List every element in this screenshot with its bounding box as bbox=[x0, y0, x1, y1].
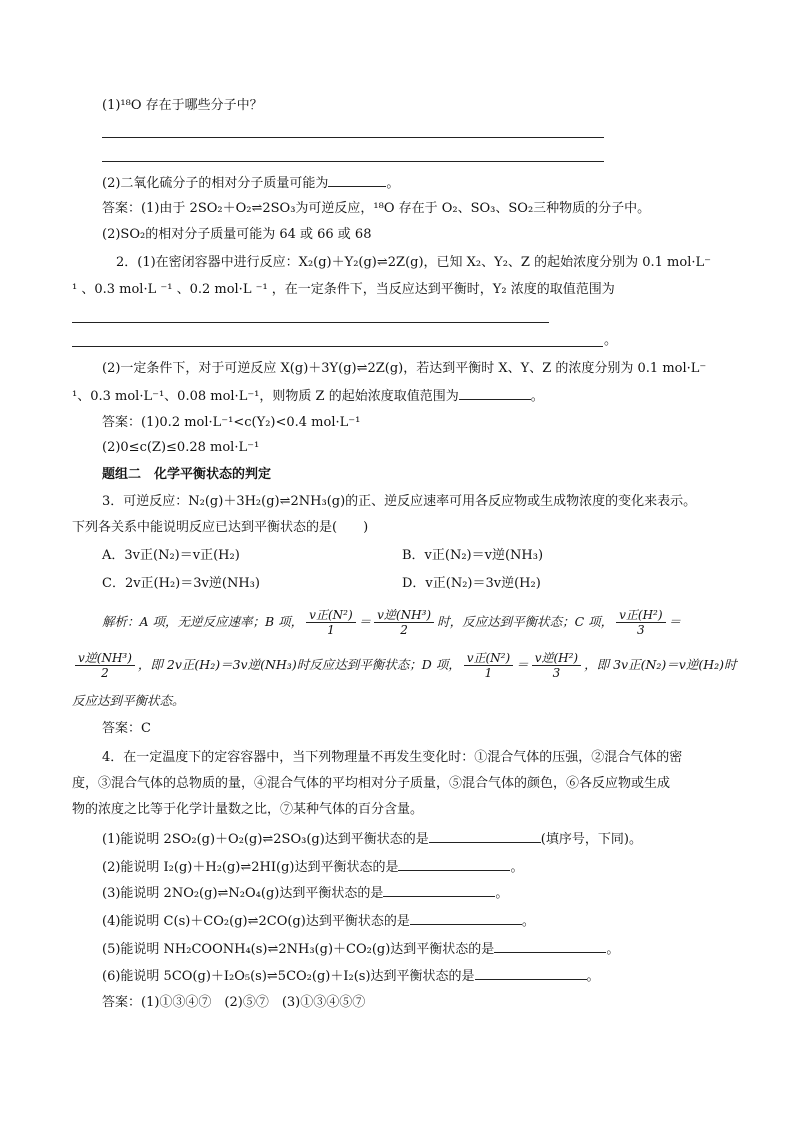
q4-answer: 答案：(1)①③④⑦ (2)⑤⑦ (3)①③④⑤⑦ bbox=[102, 995, 366, 1010]
answer-line bbox=[72, 346, 603, 347]
q4-sub-end: 。 bbox=[495, 886, 509, 901]
q4-sub-4 bbox=[102, 912, 535, 930]
q2-line1: 2．(1)在密闭容器中进行反应：X₂(g)＋Y₂(g)⇌2Z(g)，已知 X₂、Y₂、Z 的起始浓度分别为 0.1 mol·L⁻ bbox=[116, 255, 711, 270]
fraction-denominator: 3 bbox=[552, 666, 561, 680]
fill-blank[interactable] bbox=[398, 858, 510, 871]
q3-explanation-line2: $\frac{\text{v逆(NH³)}}{2}$ ，即 2v正(H₂)＝3v逆(NH₃)时反应达到平衡状态；D 项， $\frac{\text{v正(N²)}}{1}$ ＝ $\frac{\text{v逆(H²)}}{3}$ ，即 3v正(N₂)＝v逆(H₂)时 bbox=[72, 646, 737, 684]
fill-blank[interactable] bbox=[459, 387, 531, 400]
q2-answer-1: 答案：(1)0.2 mol·L⁻¹<c(Y₂)<0.4 mol·L⁻¹ bbox=[102, 415, 361, 430]
answer-line bbox=[72, 322, 549, 323]
q4-sub-end: 。 bbox=[586, 969, 600, 984]
fraction-denominator: 2 bbox=[101, 666, 109, 680]
fraction-denominator: 2 bbox=[400, 623, 408, 637]
option-b[interactable]: B．v正(N₂)＝v逆(NH₃) bbox=[402, 548, 544, 563]
fill-blank[interactable] bbox=[410, 912, 522, 925]
option-c[interactable]: C．2v正(H₂)＝3v逆(NH₃) bbox=[102, 576, 260, 591]
fraction bbox=[374, 608, 434, 637]
q4-sub-text: (6)能说明 5CO(g)＋I₂O₅(s)⇌5CO₂(g)＋I₂(s)达到平衡状态的是 bbox=[102, 969, 475, 984]
q2-answer-2: (2)0≤c(Z)≤0.28 mol·L⁻¹ bbox=[102, 440, 260, 455]
q4-sub-text: (4)能说明 C(s)＋CO₂(g)⇌2CO(g)达到平衡状态的是 bbox=[102, 914, 410, 929]
fraction-numerator: v逆(NH³) bbox=[75, 651, 135, 666]
fraction bbox=[616, 608, 665, 637]
explanation-text: 时，反应达到平衡状态；C 项， bbox=[437, 614, 614, 629]
q4-line2: 度，③混合气体的总物质的量，④混合气体的平均相对分子质量，⑤混合气体的颜色，⑥各反应物或生成 bbox=[72, 776, 671, 791]
fraction-denominator: 3 bbox=[637, 623, 645, 637]
fill-blank[interactable] bbox=[494, 940, 606, 953]
fill-blank[interactable] bbox=[475, 967, 587, 980]
answer-line bbox=[102, 137, 604, 138]
fraction bbox=[75, 651, 135, 680]
q4-sub-2 bbox=[102, 858, 524, 876]
fraction-numerator: v正(N²) bbox=[306, 608, 355, 623]
q1-part2-text: (2)二氧化硫分子的相对分子质量可能为 bbox=[102, 176, 329, 191]
fill-blank[interactable] bbox=[328, 174, 386, 187]
answer-line bbox=[102, 161, 604, 162]
explanation-text: 解析：A 项，无逆反应速率；B 项， bbox=[102, 614, 304, 629]
q4-sub-1 bbox=[102, 830, 642, 848]
q4-sub-text: (5)能说明 NH₂COONH₄(s)⇌2NH₃(g)＋CO₂(g)达到平衡状态的是 bbox=[102, 942, 495, 957]
fraction-numerator: v正(N²) bbox=[464, 651, 513, 666]
fraction-numerator: v逆(NH³) bbox=[374, 608, 434, 623]
fill-blank[interactable] bbox=[429, 830, 541, 843]
fraction bbox=[464, 651, 513, 680]
q4-line3: 物的浓度之比等于化学计量数之比，⑦某种气体的百分含量。 bbox=[72, 802, 424, 817]
q4-sub-5 bbox=[102, 940, 619, 958]
q3-line2: 下列各关系中能说明反应已达到平衡状态的是( ) bbox=[72, 520, 369, 535]
fraction-denominator: 1 bbox=[327, 623, 335, 637]
q4-sub-end: 。 bbox=[606, 942, 620, 957]
q4-sub-text: (2)能说明 I₂(g)＋H₂(g)⇌2HI(g)达到平衡状态的是 bbox=[102, 860, 399, 875]
q4-sub-end: 。 bbox=[510, 860, 524, 875]
q4-sub-end: 。 bbox=[521, 914, 535, 929]
q2-part2-text: ¹、0.3 mol·L⁻¹、0.08 mol·L⁻¹，则物质 Z 的起始浓度取值范围为 bbox=[72, 389, 459, 404]
q2-line2-end: 。 bbox=[604, 333, 618, 348]
q3-answer: 答案：C bbox=[102, 721, 151, 736]
section-heading: 题组二 化学平衡状态的判定 bbox=[102, 467, 272, 482]
fraction-denominator: 1 bbox=[484, 666, 493, 680]
q1-answer-1: 答案：(1)由于 2SO₂＋O₂⇌2SO₃为可逆反应，¹⁸O 存在于 O₂、SO₃、SO₂三种物质的分子中。 bbox=[102, 201, 651, 216]
q2-part2-end: 。 bbox=[530, 389, 544, 404]
q4-sub-end: (填序号，下同)。 bbox=[540, 832, 642, 847]
q1-part2-end: 。 bbox=[386, 176, 400, 191]
option-d[interactable]: D．v正(N₂)＝3v逆(H₂) bbox=[402, 576, 541, 591]
fraction-numerator: v逆(H²) bbox=[532, 651, 581, 666]
q4-sub-text: (3)能说明 2NO₂(g)⇌N₂O₄(g)达到平衡状态的是 bbox=[102, 886, 384, 901]
explanation-text: ，即 2v正(H₂)＝3v逆(NH₃)时反应达到平衡状态；D 项， bbox=[137, 657, 461, 672]
fill-blank[interactable] bbox=[383, 884, 495, 897]
q3-explanation-line3: 反应达到平衡状态。 bbox=[72, 693, 185, 708]
q2-part2-line1: (2)一定条件下，对于可逆反应 X(g)＋3Y(g)⇌2Z(g)，若达到平衡时 X、Y、Z 的浓度分别为 0.1 mol·L⁻ bbox=[102, 361, 707, 376]
q1-part2 bbox=[102, 174, 399, 192]
explanation-text: ，即 3v正(N₂)＝v逆(H₂)时 bbox=[584, 657, 737, 672]
fraction bbox=[532, 651, 581, 680]
q3-explanation-line1: 解析：A 项，无逆反应速率；B 项， $\frac{\text{v正(N²)}}{1}$ ＝ $\frac{\text{v逆(NH³)}}{2}$ 时，反应达到平衡状态；C 项， $\frac{\text{v正(H²)}}{3}$ ＝ bbox=[102, 608, 682, 637]
q4-sub-3 bbox=[102, 884, 508, 902]
fraction-numerator: v正(H²) bbox=[616, 608, 665, 623]
fraction bbox=[306, 608, 355, 637]
q2-line2: ¹ 、0.3 mol·L ⁻¹ 、0.2 mol·L ⁻¹ ，在一定条件下，当反应达到平衡时，Y₂ 浓度的取值范围为 bbox=[72, 282, 615, 297]
q4-line1: 4．在一定温度下的定容容器中，当下列物理量不再发生变化时：①混合气体的压强，②混合气体的密 bbox=[102, 750, 683, 765]
q3-line1: 3．可逆反应：N₂(g)＋3H₂(g)⇌2NH₃(g)的正、逆反应速率可用各反应物或生成物浓度的变化来表示。 bbox=[102, 494, 697, 509]
option-a[interactable]: A．3v正(N₂)＝v正(H₂) bbox=[102, 548, 240, 563]
q1-answer-2: (2)SO₂的相对分子质量可能为 64 或 66 或 68 bbox=[102, 227, 372, 242]
q4-sub-6 bbox=[102, 967, 600, 985]
q1-part1: (1)¹⁸O 存在于哪些分子中？ bbox=[102, 98, 263, 113]
q2-part2-line2 bbox=[72, 387, 544, 405]
q4-sub-text: (1)能说明 2SO₂(g)＋O₂(g)⇌2SO₃(g)达到平衡状态的是 bbox=[102, 832, 429, 847]
